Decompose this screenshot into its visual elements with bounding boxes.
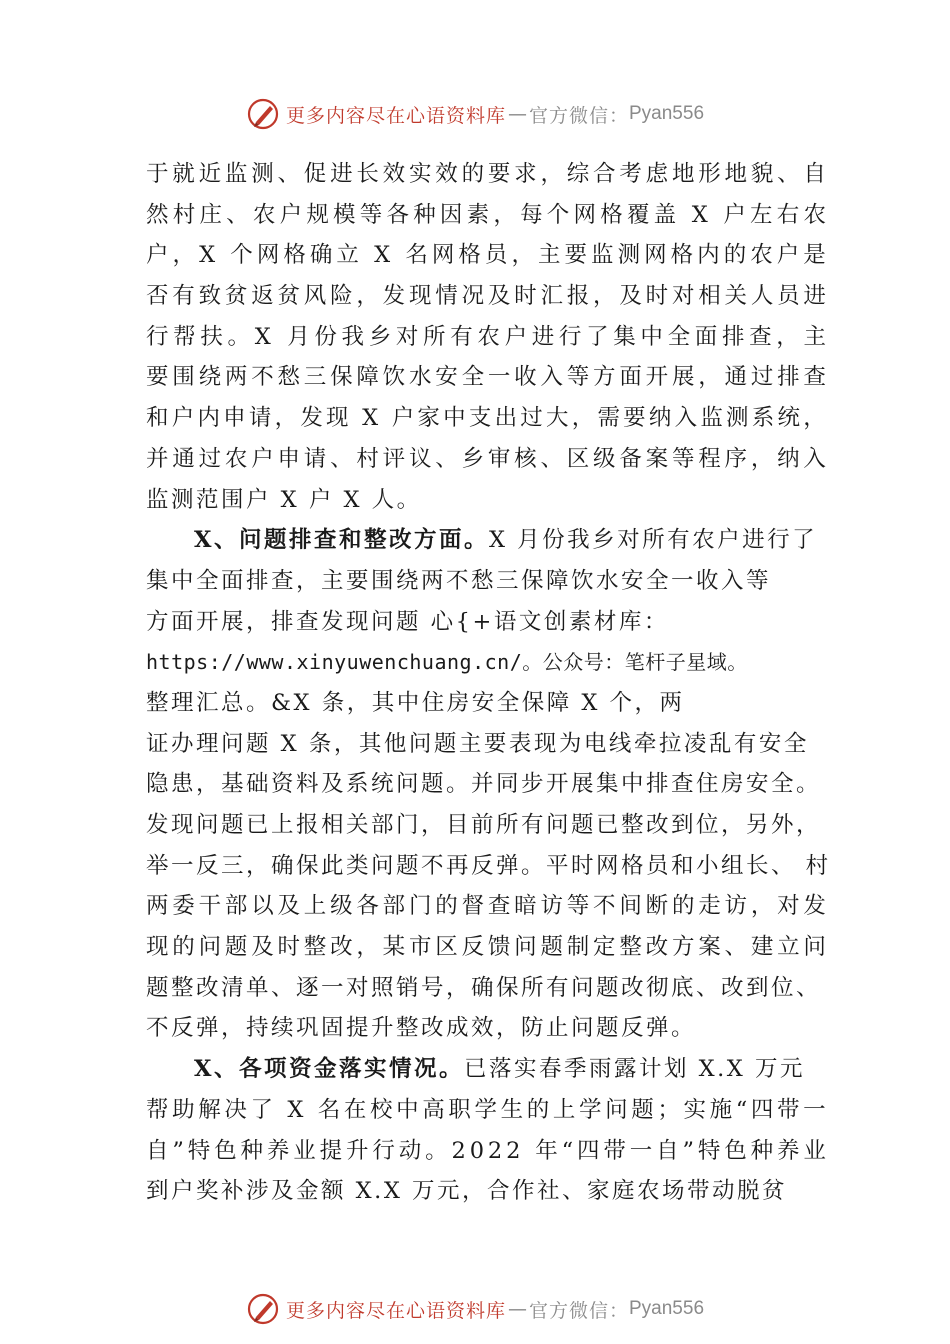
wechat-id: Pyan556 <box>629 103 705 124</box>
text-line: 隐患，基础资料及系统问题。并同步开展集中排查住房安全。 <box>146 771 822 798</box>
document-body <box>146 154 831 1212</box>
text-line: 否 有 致 贫 返 贫 风 险 ， 发 现 情 况 及 时 汇 报 ， 及 时 对 相 关 人 员 进 <box>146 283 826 310</box>
text-line: 方面开展，排查发现问题 心{+语文创素材库： <box>146 608 669 635</box>
section-heading-funds: X、各项资金落实情况。 <box>194 1056 464 1083</box>
text-line: 题整改清单、逐一对照销号，确保所有问题改彻底、改到位、 <box>146 974 822 1001</box>
text-line: 集中全面排查，主要围绕两不愁三保障饮水安全一收入等 <box>146 567 772 594</box>
text-line: 户 ， X 个 网 格 确 立 X 名 网 格 员 ， 主 要 监 测 网 格 内 的 农 户 是 <box>146 242 826 269</box>
banner-dash: — <box>507 103 527 125</box>
section-heading-line <box>146 1049 826 1090</box>
text-line: 于 就 近 监 测 、 促 进 长 效 实 效 的 要 求 ， 综 合 考 虑 地 形 地 貌 、 自 <box>146 161 826 187</box>
text-line: 要 围 绕 两 不 愁 三 保 障 饮 水 安 全 一 收 入 等 方 面 开 展 ， 通 过 排 查 <box>146 364 826 391</box>
text-line: 并 通 过 农 户 申 请 、 村 评 议 、 乡 审 核 、 区 级 备 案 等 程 序 ， 纳 入 <box>146 445 826 472</box>
text-line: 到户奖补涉及金额 X.X 万元，合作社、家庭农场带动脱贫 <box>146 1178 787 1205</box>
header-banner <box>0 92 950 136</box>
text-span: 已落实春季雨露计划 X.X 万元 <box>463 1056 805 1083</box>
banner-dash: — <box>507 1298 527 1320</box>
brand-text: 更多内容尽在心语资料库 <box>285 1299 506 1322</box>
text-line: 两 委 干 部 以 及 上 级 各 部 门 的 督 查 暗 访 等 不 间 断 的 走 访 ， 对 发 <box>146 893 826 920</box>
brand-text: 更多内容尽在心语资料库 <box>285 104 506 127</box>
text-line: 行 帮 扶 。 X 月 份 我 乡 对 所 有 农 户 进 行 了 集 中 全 面 排 查 ， 主 <box>146 323 826 350</box>
text-line: 不反弹，持续巩固提升整改成效，防止问题反弹。 <box>146 1015 697 1042</box>
text-line: 然 村 庄 、 农 户 规 模 等 各 种 因 素 ， 每 个 网 格 覆 盖 X 户 左 右 农 <box>146 201 826 228</box>
text-line: 整理汇总。&X 条，其中住房安全保障 X 个，两 <box>146 689 685 716</box>
footer-banner <box>0 1287 950 1331</box>
section-heading-issues: X、问题排查和整改方面。 <box>194 527 489 554</box>
pen-logo-icon <box>246 1292 280 1326</box>
text-span: X 月份我乡对所有农户进行了 <box>488 527 818 554</box>
pen-logo-icon <box>246 97 280 131</box>
wechat-id: Pyan556 <box>629 1298 705 1319</box>
text-line: 举一反三，确保此类问题不再反弹。平时网格员和小组长、 村 <box>146 852 831 879</box>
text-line: 监测范围户 X 户 X 人。 <box>146 486 422 513</box>
text-line: 证办理问题 X 条，其他问题主要表现为电线牵拉凌乱有安全 <box>146 730 809 757</box>
url-line: https://www.xinyuwenchuang.cn/。公众号：笔杆子星域。 <box>146 650 748 675</box>
text-line: 现 的 问 题 及 时 整 改 ， 某 市 区 反 馈 问 题 制 定 整 改 方 案 、 建 立 问 <box>146 934 826 961</box>
text-line: 自 ” 特 色 种 养 业 提 升 行 动 。 2 0 2 2 年 “ 四 带 一 自 ” 特 色 种 养 业 <box>146 1137 826 1164</box>
official-wechat-label: 官方微信： <box>528 104 629 127</box>
text-line: 帮 助 解 决 了 X 名 在 校 中 高 职 学 生 的 上 学 问 题 ； 实 施 “ 四 带 一 <box>146 1096 826 1123</box>
official-wechat-label: 官方微信： <box>528 1299 629 1322</box>
text-line: 发现问题已上报相关部门，目前所有问题已整改到位，另外， <box>146 812 822 838</box>
section-heading-line <box>146 520 826 561</box>
text-line: 和 户 内 申 请 ， 发 现 X 户 家 中 支 出 过 大 ， 需 要 纳 入 监 测 系 统 ， <box>146 405 826 432</box>
